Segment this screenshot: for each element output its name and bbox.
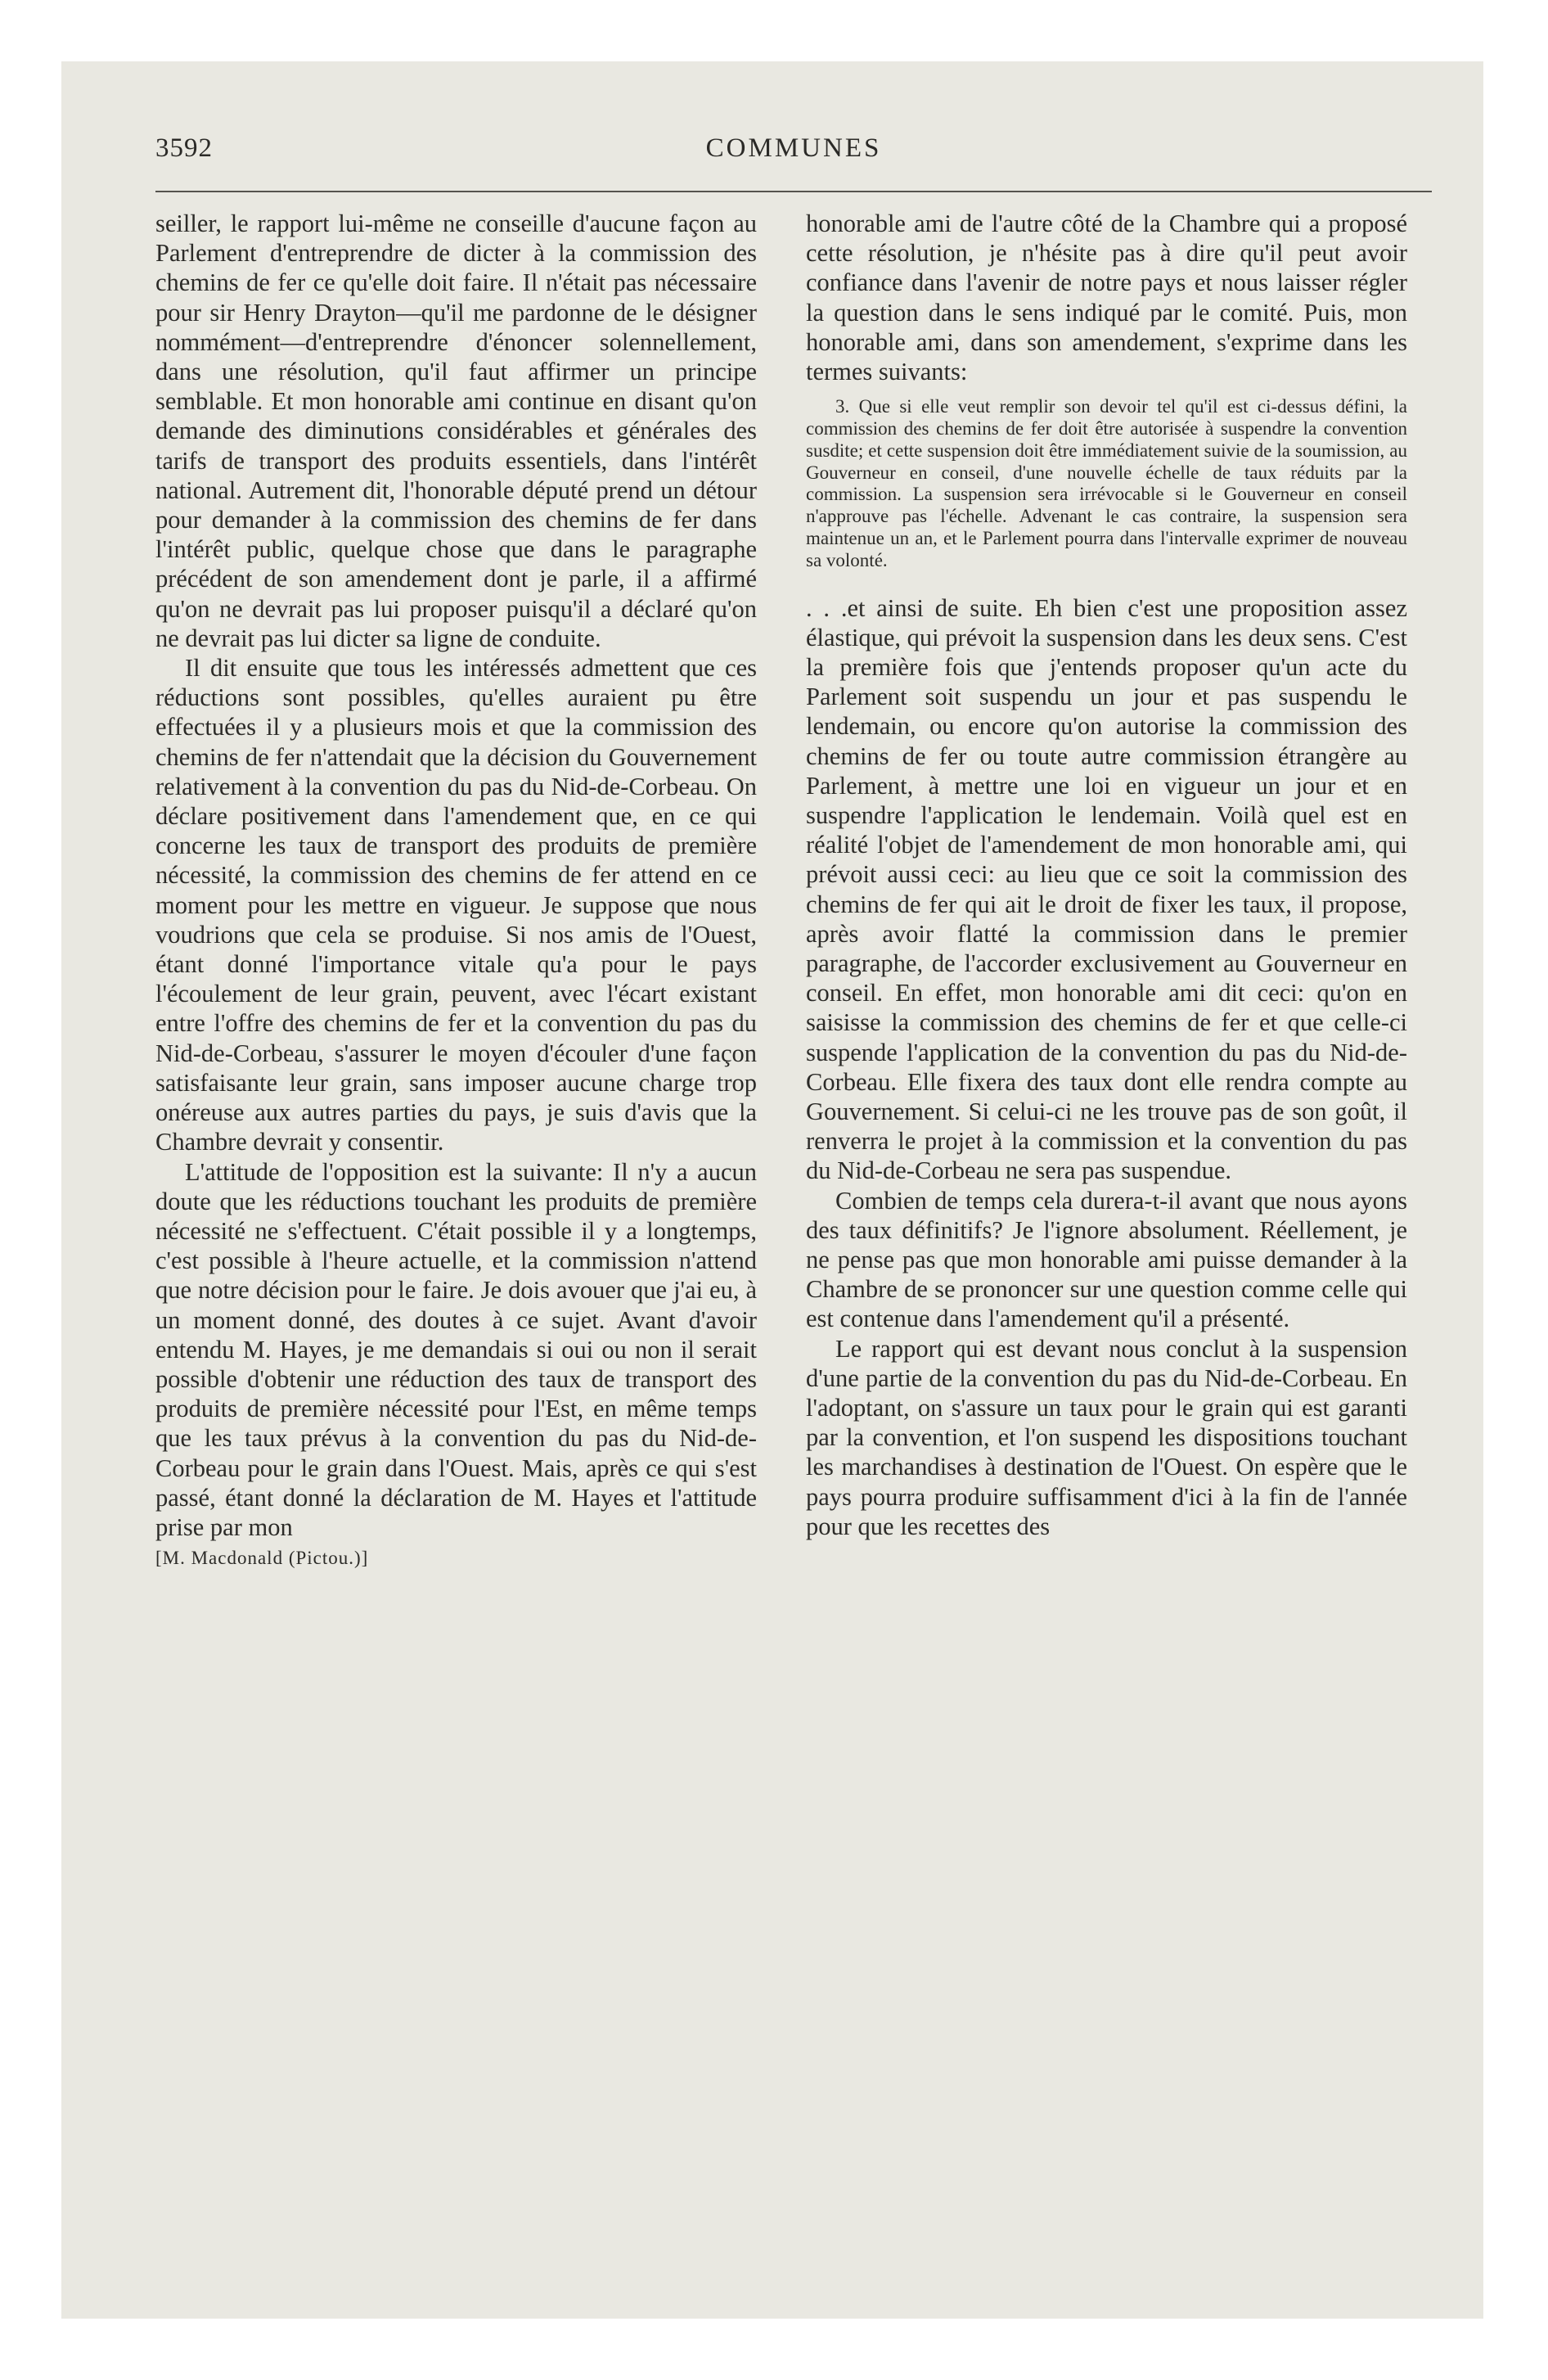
quoted-amendment: 3. Que si elle veut remplir son devoir tel qu'il est ci-dessus défini, la commission des chemins de fer doit être autorisée à suspendre la convention susdite; et cette suspension doit être immédiatement suivie de la soumission, au Gouverneur en conseil, d'une nouvelle échelle de taux réduits par la commission. La suspension sera irrévocable si le Gouverneur en conseil n'approuve pas l'échelle. Advenant le cas contraire, la suspension sera maintenue un an, et le Parlement pourra dans l'intervalle exprimer de nouveau sa volonté.: [806, 396, 1407, 570]
paragraph: Combien de temps cela durera-t-il avant que nous ayons des taux définitifs? Je l'ignore absolument. Réellement, je ne pense pas que mon honorable ami puisse demander à la Chambre de se prononcer sur une question comme celle qui est contenue dans l'amendement qu'il a présenté.: [806, 1186, 1407, 1333]
paragraph: Il dit ensuite que tous les intéressés admettent que ces réductions sont possibles, qu'elles auraient pu être effectuées il y a plusieurs mois et que la commission des chemins de fer n'attendait que la décision du Gouvernement relativement à la convention du pas du Nid-de-Corbeau. On déclare positivement dans l'amendement que, en ce qui concerne les taux de transport des produits de première nécessité, la commission des chemins de fer attend en ce moment pour les mettre en vigueur. Je suppose que nous voudrions que cela se produise. Si nos amis de l'Ouest, étant donné l'importance vitale qu'a pour le pays l'écoulement de leur grain, peuvent, avec l'écart existant entre l'offre des chemins de fer et la convention du pas du Nid-de-Corbeau, s'assurer le moyen d'écouler d'une façon satisfaisante leur grain, sans imposer aucune charge trop onéreuse aux autres parties du pays, je suis d'avis que la Chambre devrait y consentir.: [155, 654, 757, 1156]
page-header: [155, 127, 1432, 192]
paragraph: L'attitude de l'opposition est la suivante: Il n'y a aucun doute que les réductions touchant les produits de première nécessité ne s'effectuent. C'était possible il y a longtemps, c'est possible à l'heure actuelle, et la commission n'attend que notre décision pour le faire. Je dois avouer que j'ai eu, à un moment donné, des doutes à ce sujet. Avant d'avoir entendu M. Hayes, je me demandais si oui ou non il serait possible d'obtenir une réduction des taux de transport des produits de première nécessité pour l'Est, en même temps que les taux prévus à la convention du pas du Nid-de-Corbeau pour le grain dans l'Ouest. Mais, après ce qui s'est passé, étant donné la déclaration de M. Hayes et l'attitude prise par mon: [155, 1157, 757, 1541]
left-column: [155, 209, 757, 1570]
paragraph: Le rapport qui est devant nous conclut à la suspension d'une partie de la convention du pas du Nid-de-Corbeau. En l'adoptant, on s'assure un taux pour le grain qui est garanti par la convention, et l'on suspend les dispositions touchant les marchandises à destination de l'Ouest. On espère que le pays pourra produire suffisamment d'ici à la fin de l'année pour que les recettes des: [806, 1334, 1407, 1540]
paragraph: . . .et ainsi de suite. Eh bien c'est une proposition assez élastique, qui prévoit la suspension dans les deux sens. C'est la première fois que j'entends proposer qu'un acte du Parlement soit suspendu un jour et pas suspendu le lendemain, ou encore qu'on autorise la commission des chemins de fer ou toute autre commission étrangère au Parlement, à mettre une loi en vigueur un jour et en suspendre l'application le lendemain. Voilà quel est en réalité l'objet de l'amendement de mon honorable ami, qui prévoit aussi ceci: au lieu que ce soit la commission des chemins de fer qui ait le droit de fixer les taux, il propose, après avoir flatté la commission dans le premier paragraphe, de l'accorder exclusivement au Gouverneur en conseil. En effet, mon honorable ami dit ceci: qu'on en saisisse la commission des chemins de fer et que celle-ci suspende l'application de la convention du pas du Nid-de-Corbeau. Elle fixera des taux dont elle rendra compte au Gouvernement. Si celui-ci ne les trouve pas de son goût, il renverra le projet à la commission et la convention du pas du Nid-de-Corbeau ne sera pas suspendue.: [806, 593, 1407, 1185]
paragraph: seiller, le rapport lui-même ne conseille d'aucune façon au Parlement d'entreprendre de dicter à la commission des chemins de fer ce qu'elle doit faire. Il n'était pas nécessaire pour sir Henry Drayton—qu'il me pardonne de le désigner nommément—d'entreprendre d'énoncer solennellement, dans une résolution, qu'il faut affirmer un principe semblable. Et mon honorable ami continue en disant qu'on demande des diminutions considérables et générales des tarifs de transport des produits essentiels, dans l'intérêt national. Autrement dit, l'honorable député prend un détour pour demander à la commission des chemins de fer dans l'intérêt public, quelque chose que dans le paragraphe précédent de son amendement dont je parle, il a affirmé qu'on ne devrait pas lui proposer puisqu'il a déclaré qu'on ne devrait pas lui dicter sa ligne de conduite.: [155, 210, 757, 652]
document-page: [155, 127, 1432, 2222]
running-head: COMMUNES: [705, 133, 882, 163]
paragraph: honorable ami de l'autre côté de la Chambre qui a proposé cette résolution, je n'hésite pas à dire qu'il peut avoir confiance dans l'avenir de notre pays et nous laisser régler la question dans le sens indiqué par le comité. Puis, mon honorable ami, dans son amendement, s'exprime dans les termes suivants:: [806, 210, 1407, 386]
right-column: [806, 209, 1407, 1541]
page-number: 3592: [155, 133, 213, 163]
speaker-attribution: [M. Macdonald (Pictou.)]: [155, 1548, 369, 1569]
